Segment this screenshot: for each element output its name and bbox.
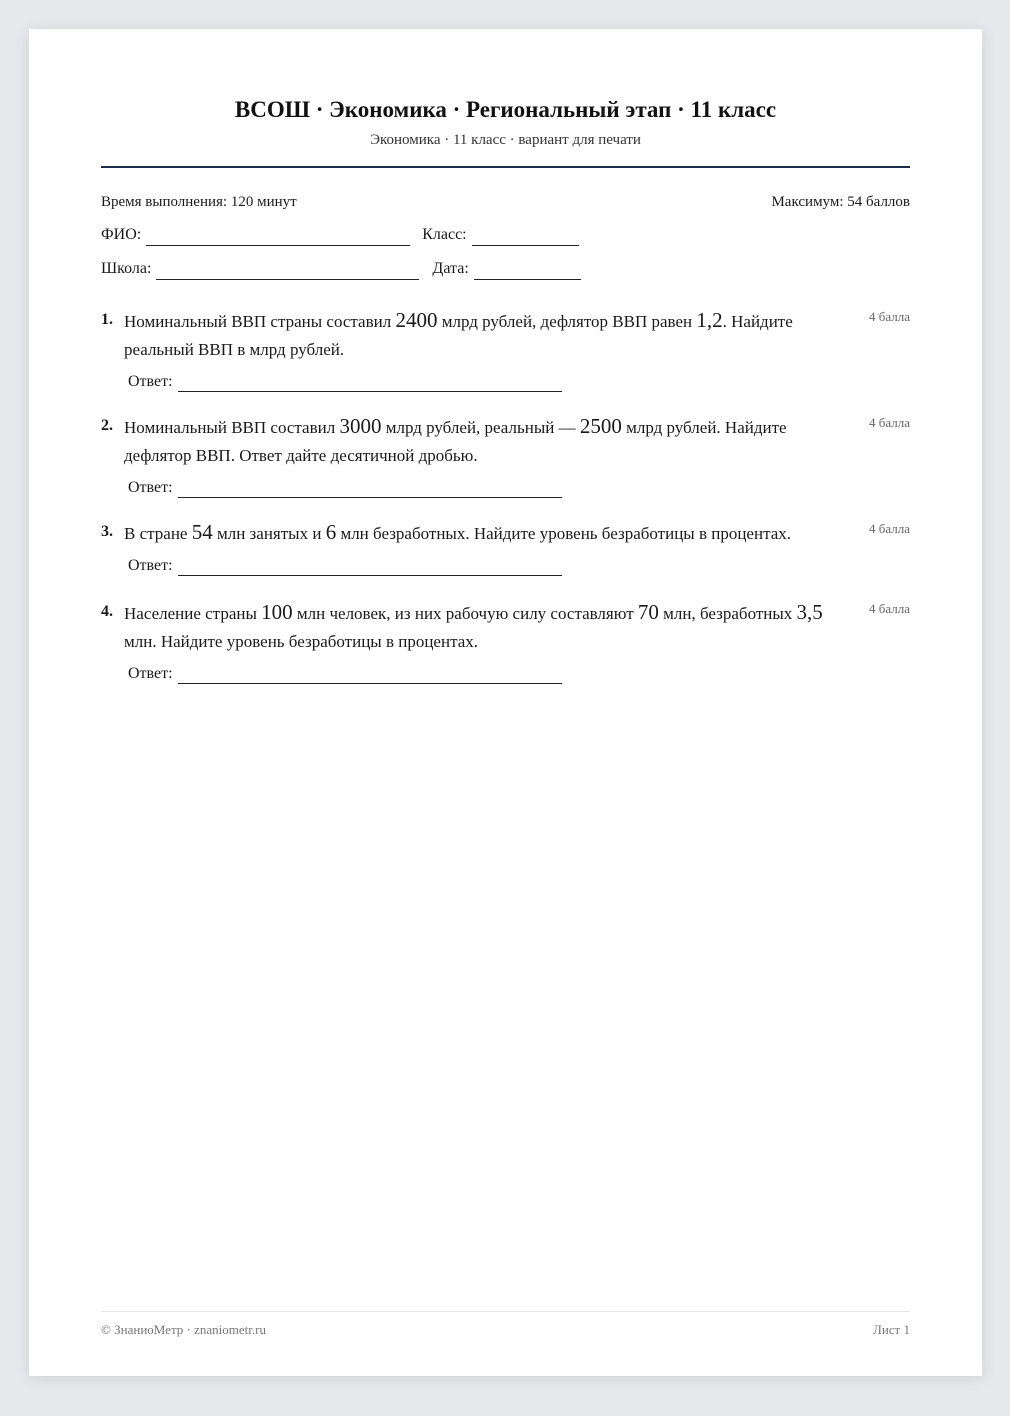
- answer-row: [128, 556, 562, 576]
- answer-label: Ответ:: [128, 665, 173, 682]
- answer-row: [128, 664, 562, 684]
- class-field[interactable]: [472, 229, 579, 246]
- question-text: Население страны 100 млн человек, из них рабочую силу составляют 70 млн, безработных 3,5 млн. Найдите уровень безработицы в процентах.: [124, 600, 823, 651]
- footer-divider: [101, 1311, 910, 1312]
- answer-row: [128, 372, 562, 392]
- answer-row: [128, 478, 562, 498]
- class-label: Класс:: [422, 226, 467, 243]
- school-date-row: [101, 258, 581, 280]
- question-text: Номинальный ВВП составил 3000 млрд рублей, реальный — 2500 млрд рублей. Найдите дефлятор ВВП. Ответ дайте десятичной дробью.: [124, 414, 787, 465]
- page-subtitle: Экономика · 11 класс · вариант для печати: [370, 132, 641, 148]
- answer-field[interactable]: [178, 561, 562, 576]
- answer-label: Ответ:: [128, 373, 173, 390]
- date-label: Дата:: [432, 260, 469, 277]
- max-score: Максимум: 54 баллов: [771, 194, 910, 210]
- answer-label: Ответ:: [128, 557, 173, 574]
- question-points: 4 балла: [869, 521, 910, 536]
- question-points: 4 балла: [869, 601, 910, 616]
- header-divider: [101, 166, 910, 168]
- page-title: ВСОШ · Экономика · Региональный этап · 11 класс: [234, 97, 777, 122]
- question-points: 4 балла: [869, 415, 910, 430]
- fio-label: ФИО:: [101, 226, 142, 243]
- answer-label: Ответ:: [128, 479, 173, 496]
- question-number: 2.: [101, 417, 113, 434]
- question-number: 3.: [101, 523, 113, 540]
- question-points: 4 балла: [869, 309, 910, 324]
- answer-field[interactable]: [178, 669, 562, 684]
- date-field[interactable]: [474, 263, 581, 280]
- answer-field[interactable]: [178, 483, 562, 498]
- school-field[interactable]: [156, 263, 419, 280]
- question-number: 1.: [101, 311, 113, 328]
- exam-sheet: [29, 29, 982, 1376]
- footer-copyright: © ЗнаниоМетр · znaniometr.ru: [101, 1322, 266, 1337]
- time-limit: Время выполнения: 120 минут: [101, 194, 297, 210]
- question-text: В стране 54 млн занятых и 6 млн безработных. Найдите уровень безработицы в процентах.: [124, 520, 792, 544]
- footer-page-number: Лист 1: [873, 1322, 910, 1337]
- school-label: Школа:: [101, 260, 152, 277]
- question-number: 4.: [101, 603, 113, 620]
- fio-class-row: [101, 224, 579, 246]
- question-text: Номинальный ВВП страны составил 2400 млрд рублей, дефлятор ВВП равен 1,2. Найдите реальный ВВП в млрд рублей.: [124, 308, 793, 359]
- fio-field[interactable]: [146, 229, 410, 246]
- answer-field[interactable]: [178, 377, 562, 392]
